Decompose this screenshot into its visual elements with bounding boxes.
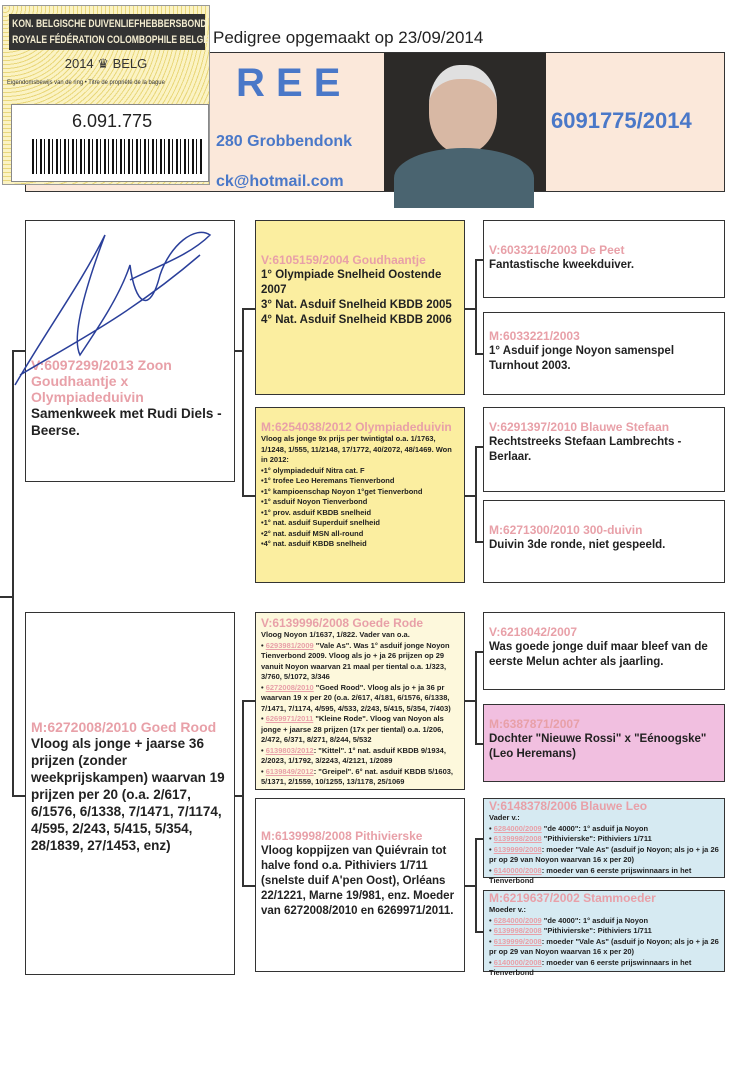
list-item: • 1° prov. asduif KBDB snelheid	[261, 508, 459, 519]
connector	[242, 700, 244, 885]
pigeon-description: Fantastische kweekduiver.	[489, 259, 635, 271]
pedigree-link[interactable]: 6139998/2008	[493, 834, 542, 843]
ring-label	[11, 104, 209, 182]
stamp-year: 2014	[64, 56, 94, 71]
owner-photo	[384, 53, 546, 191]
pedigree-link[interactable]: 6284000/2009	[493, 823, 542, 833]
list-item: • 1° olympiadeduif Nitra cat. F	[261, 466, 459, 477]
pigeon-description: Samenkweek met Rudi Diels - Beerse.	[31, 406, 222, 438]
list-item: • 6284000/2009 "de 4000": 1° asduif ja Noyon	[489, 823, 649, 833]
pigeon-description: Moeder v.:	[489, 905, 526, 914]
list-item: • 6139998/2008 "Pithivierske": Pithiviers 1/711	[489, 926, 652, 935]
great-grandparent-box	[483, 220, 725, 298]
list-item: • 6140000/2008: moeder van 6 eerste prijswinnaars in het Tienverbond	[489, 865, 692, 885]
pigeon-name: M:6139998/2008 Pithivierske	[261, 829, 423, 843]
connector	[0, 596, 12, 598]
connector	[242, 700, 255, 702]
list-item: • 6139849/2012: "Greipel". 6° nat. asduif KBDB 5/1603, 5/1371, 2/1559, 10/1255, 13/1178, 25/1069	[261, 766, 454, 786]
list-item: • 6139999/2008: moeder "Vale As" (asduif jo Noyon; als jo + ja 26 pr op 29 van Noyon waarvan 16 x per 20)	[489, 936, 719, 956]
ring-number: 6.091.775	[72, 111, 153, 131]
list-item-text: : moeder van 6 eerste prijswinnaars in het Tienverbond	[489, 865, 692, 885]
pigeon-name: M:6254038/2012 Olympiadeduivin	[261, 420, 452, 434]
list-item-text: : "Greipel". 6° nat. asduif KBDB 5/1603, 5/1371, 2/1559, 10/1255, 13/1178, 25/1069	[261, 766, 454, 786]
pigeon-name: M:6272008/2010 Goed Rood	[31, 719, 217, 735]
list-item: • 1° asduif Noyon Tienverbond	[261, 497, 459, 508]
great-grandparent-box	[483, 312, 725, 395]
connector	[475, 353, 483, 355]
list-item: • 6140000/2008: moeder van 6 eerste prijswinnaars in het Tienverbond	[489, 957, 692, 977]
great-grandparent-box	[483, 407, 725, 492]
stamp-line2: ROYALE FÉDÉRATION COLOMBOPHILE BELGE	[12, 34, 209, 46]
pigeon-name: V:6105159/2004 Goudhaantje	[261, 253, 426, 267]
connector	[242, 885, 255, 887]
achievement-list	[261, 466, 459, 550]
granddam-box	[255, 407, 465, 583]
owner-email: ck@hotmail.com	[216, 173, 344, 190]
owner-name: R E E	[236, 61, 341, 105]
stamp-year-row	[3, 56, 209, 72]
list-item: • 2° nat. asduif MSN all-round	[261, 529, 459, 540]
pedigree-link[interactable]: 6293981/2009	[265, 640, 314, 650]
list-item: • 1° kampioenschap Noyon 1°get Tienverbond	[261, 487, 459, 498]
pigeon-description: Duivin 3de ronde, niet gespeeld.	[489, 539, 666, 551]
connector	[475, 651, 483, 653]
connector	[475, 541, 483, 543]
stamp-header	[9, 14, 209, 50]
connector	[465, 308, 475, 310]
pigeon-name: M:6387871/2007	[489, 717, 580, 731]
connector	[242, 308, 244, 495]
pigeon-name: V:6148378/2006 Blauwe Leo	[489, 799, 648, 813]
list-item: • 1° trofee Leo Heremans Tienverbond	[261, 476, 459, 487]
great-grandparent-box	[483, 890, 725, 977]
pigeon-description: 1° Asduif jonge Noyon samenspel Turnhout 2003.	[489, 345, 675, 372]
list-item: • 6284000/2009 "de 4000": 1° asduif ja Noyon	[489, 915, 649, 925]
connector	[475, 838, 477, 931]
connector	[475, 838, 483, 840]
connector	[242, 495, 255, 497]
list-item: • 6139803/2012: "Kittel". 1° nat. asduif KBDB 9/1934, 2/2023, 1/1792, 3/2243, 4/2121, 1/2089	[261, 745, 446, 765]
list-item-text: "Kleine Rode". Vloog van Noyon als jonge + jaarse 28 prijzen (17x per tiental) o.a. 1/206, 2/472, 6/371, 8/271, 8/244, 5/532	[261, 714, 444, 744]
pedigree-link[interactable]: 6139803/2012	[265, 745, 314, 755]
crown-icon: ♛	[97, 56, 109, 71]
list-item-text: "Vale As". Was 1° asduif jonge Noyon Tienverbond 2009. Vloog als jo + ja 26 prijzen op 29 vanuit Noyon waarvan 21 maal per tiental o.a. 1/323, 3/760, 5/1072, 3/346	[261, 640, 450, 681]
granddam-dam-side-box	[255, 798, 465, 972]
list-item-text: "Goed Rood". Vloog als jo + ja 36 pr waarvan 19 x per 20 (o.a. 2/617, 4/181, 6/1576, 6/1338, 7/1471, 7/1174, 4/595, 4/533, 2/243, 5/415, 5/354, 7/403)	[261, 682, 451, 713]
ring-ownership-stamp	[2, 5, 210, 185]
list-item-text: : "Kittel". 1° nat. asduif KBDB 9/1934, 2/2023, 1/1792, 3/2243, 4/2121, 1/2089	[261, 745, 446, 765]
pedigree-link[interactable]: 6269971/2011	[265, 714, 314, 723]
pedigree-link[interactable]: 6140000/2008	[493, 865, 542, 875]
pigeon-description: Vloog als jonge 9x prijs per twintigtal o.a. 1/1763, 1/1248, 1/555, 11/2148, 17/1772, 40/2072, 48/1469. Won in 2012:	[261, 434, 452, 464]
dam-box	[25, 612, 235, 975]
owner-address: 280 Grobbendonk	[216, 133, 353, 150]
list-item: • 1° nat. asduif Superduif snelheid	[261, 518, 459, 529]
pigeon-name: V:6033216/2003 De Peet	[489, 243, 625, 257]
pigeon-description: Vloog Noyon 1/1637, 1/822. Vader van o.a.	[261, 630, 410, 639]
pedigree-link[interactable]: 6139999/2008	[493, 844, 542, 854]
great-grandparent-box	[483, 612, 725, 690]
list-item: • 6139999/2008: moeder "Vale As" (asduif jo Noyon; als jo + ja 26 pr op 29 van Noyon waarvan 16 x per 20)	[489, 844, 719, 864]
pigeon-name: M:6033221/2003	[489, 329, 580, 343]
pigeon-description: Rechtstreeks Stefaan Lambrechts - Berlaar.	[489, 436, 682, 463]
connector	[475, 259, 477, 353]
offspring-list	[489, 824, 719, 887]
pigeon-name: V:6139996/2008 Goede Rode	[261, 616, 424, 630]
grandsire-dam-side-box	[255, 612, 465, 790]
pigeon-name: M:6271300/2010 300-duivin	[489, 523, 643, 537]
pigeon-description: Vloog als jonge + jaarse 36 prijzen (zonder weekprijskampen) waarvan 19 prijzen per 20 (o.a. 2/617, 6/1576, 6/1338, 7/1471, 7/1174, 4/595, 2/243, 5/415, 5/354, 28/1839, 27/1453, enz)	[31, 736, 225, 853]
list-item-text: "de 4000": 1° asduif ja Noyon	[541, 915, 649, 925]
connector	[235, 795, 242, 797]
pedigree-link[interactable]: 6284000/2009	[493, 915, 542, 925]
pigeon-description: Vloog koppijzen van Quiévrain tot halve fond o.a. Pithiviers 1/711 (snelste duif A'pen Oost), Orléans 22/1221, Marne 19/981, enz. Moeder van 6272008/2010 en 6269971/2011.	[261, 845, 455, 917]
connector	[465, 700, 475, 702]
list-item-text: "Pithivierske": Pithiviers 1/711	[541, 926, 652, 935]
connector	[465, 495, 475, 497]
connector	[12, 350, 14, 795]
list-item: • 6139998/2008 "Pithivierske": Pithiviers 1/711	[489, 834, 652, 843]
pigeon-description: Vader v.:	[489, 813, 520, 822]
list-item-text: : moeder van 6 eerste prijswinnaars in het Tienverbond	[489, 957, 692, 977]
connector	[475, 446, 477, 541]
stamp-country: BELG	[112, 56, 148, 71]
pedigree-link[interactable]: 6139849/2012	[265, 766, 314, 776]
pigeon-description: 1° Olympiade Snelheid Oostende 2007 3° Nat. Asduif Snelheid KBDB 2005 4° Nat. Asduif Snelheid KBDB 2006	[261, 269, 452, 326]
pedigree-link[interactable]: 6139998/2008	[493, 926, 542, 935]
pigeon-name: V:6097299/2013 Zoon Goudhaantje x Olympiadeduivin	[31, 357, 172, 405]
great-grandparent-box	[483, 704, 725, 782]
list-item: • 6269971/2011 "Kleine Rode". Vloog van Noyon als jonge + jaarse 28 prijzen (17x per tiental) o.a. 1/206, 2/472, 6/371, 8/271, 8/244, 5/532	[261, 714, 444, 744]
list-item: • 6272008/2010 "Goed Rood". Vloog als jo + ja 36 pr waarvan 19 x per 20 (o.a. 2/617, 4/181, 6/1576, 6/1338, 7/1471, 7/1174, 4/595, 4/533, 2/243, 5/415, 5/354, 7/403)	[261, 682, 451, 713]
pedigree-link[interactable]: 6140000/2008	[493, 957, 542, 967]
page-title: Pedigree opgemaakt op 23/09/2014	[213, 28, 484, 47]
offspring-list	[261, 641, 459, 788]
great-grandparent-box	[483, 798, 725, 885]
pigeon-description: Was goede jonge duif maar bleef van de eerste Melun achter als jaarling.	[489, 641, 708, 668]
stamp-line1: KON. BELGISCHE DUIVENLIEFHEBBERSBOND	[12, 18, 207, 30]
connector	[475, 743, 483, 745]
connector	[475, 931, 483, 933]
list-item-text: : moeder "Vale As" (asduif jo Noyon; als jo + ja 26 pr op 29 van Noyon waarvan 16 x per 20)	[489, 844, 719, 864]
pigeon-name: M:6219637/2002 Stammoeder	[489, 891, 656, 905]
list-item-text: "de 4000": 1° asduif ja Noyon	[541, 823, 649, 833]
list-item: • 4° nat. asduif KBDB snelheid	[261, 539, 459, 550]
pigeon-description: Dochter "Nieuwe Rossi" x "Eénoogske" (Leo Heremans)	[489, 733, 707, 760]
list-item: • 6293981/2009 "Vale As". Was 1° asduif jonge Noyon Tienverbond 2009. Vloog als jo + ja 26 prijzen op 29 vanuit Noyon waarvan 21 maal per tiental o.a. 1/323, 3/760, 5/1072, 3/346	[261, 640, 450, 681]
pedigree-link[interactable]: 6272008/2010	[265, 682, 314, 692]
connector	[12, 795, 25, 797]
offspring-list	[489, 916, 719, 979]
list-item-text: : moeder "Vale As" (asduif jo Noyon; als jo + ja 26 pr op 29 van Noyon waarvan 16 x per 20)	[489, 936, 719, 956]
great-grandparent-box	[483, 500, 725, 583]
connector	[235, 350, 242, 352]
pigeon-name: V:6291397/2010 Blauwe Stefaan	[489, 420, 670, 434]
list-item-text: "Pithivierske": Pithiviers 1/711	[541, 834, 652, 843]
ring-number-header: 6091775/2014	[551, 108, 692, 133]
pedigree-link[interactable]: 6139999/2008	[493, 936, 542, 946]
connector	[475, 259, 483, 261]
grandsire-box	[255, 220, 465, 395]
signature	[10, 205, 220, 390]
connector	[242, 308, 255, 310]
connector	[475, 651, 477, 743]
connector	[465, 885, 475, 887]
connector	[475, 446, 483, 448]
barcode	[32, 139, 202, 174]
stamp-ownership: Eigendomsbewijs van de ring • Titre de propriété de la bague	[7, 79, 165, 86]
pigeon-name: V:6218042/2007	[489, 625, 578, 639]
